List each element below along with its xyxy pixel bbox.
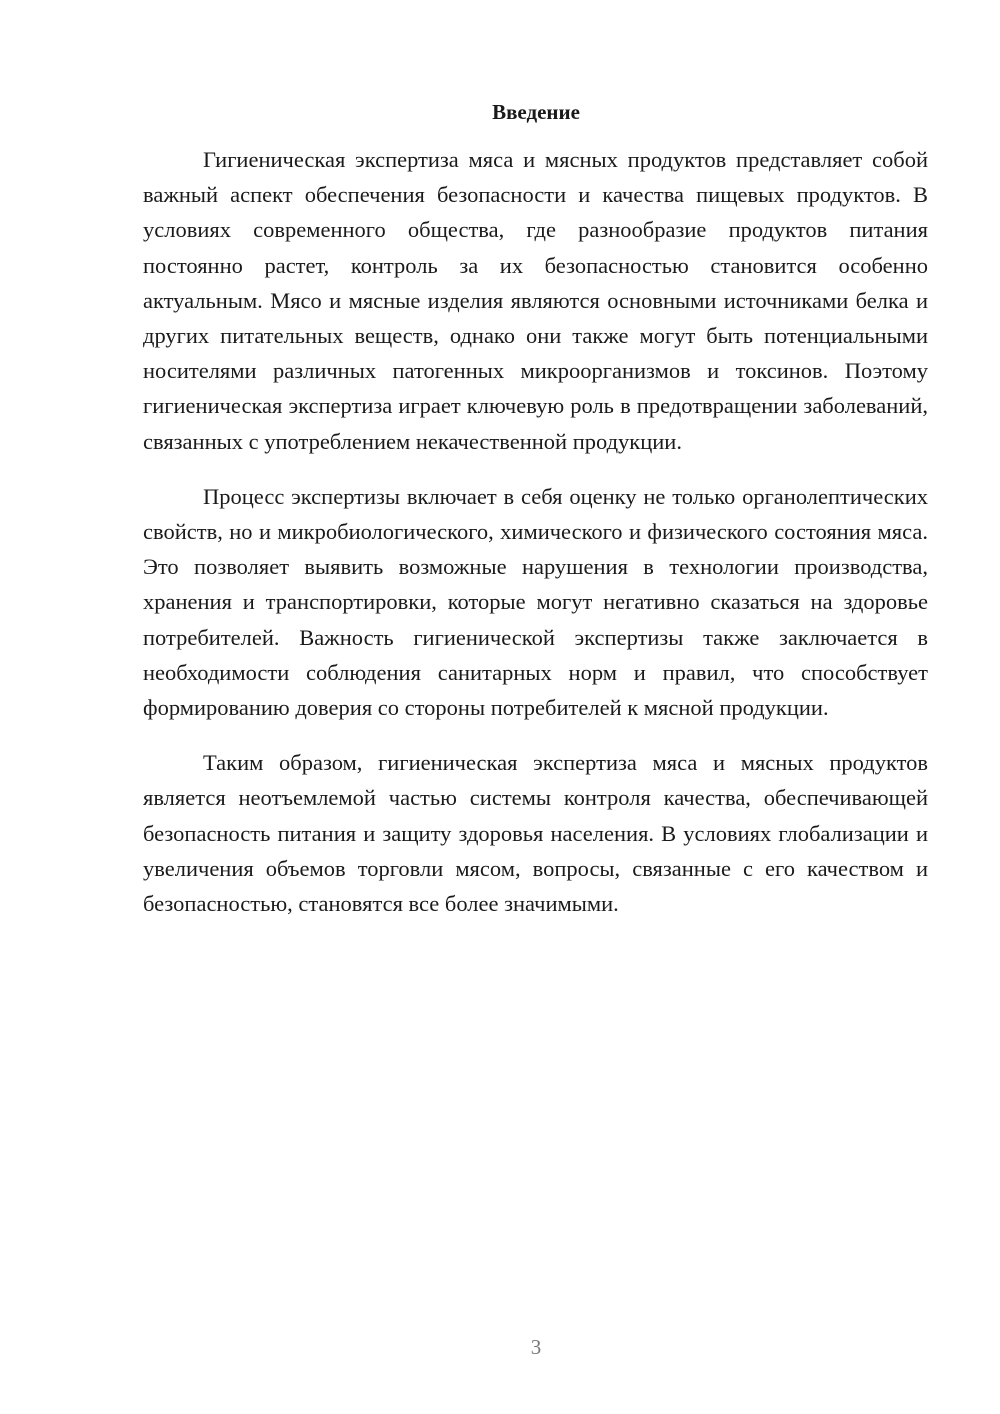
paragraph-2: Процесс экспертизы включает в себя оценку не только органолептических свойств, но и микробиологического, химического и физического состояния мяса. Это позволяет выявить возможные нарушения в технологии производства, хранения и транспортировки, которые могут негативно сказаться на здоровье потребителей. Важность гигиенической экспертизы также заключается в необходимости соблюдения санитарных норм и правил, что способствует формированию доверия со стороны потребителей к мясной продукции. <box>143 483 928 721</box>
paragraph-3: Таким образом, гигиеническая экспертиза мяса и мясных продуктов является неотъемлемой частью системы контроля качества, обеспечивающей безопасность питания и защиту здоровья населения. В условиях глобализации и увеличения объемов торговли мясом, вопросы, связанные с его качеством и безопасностью, становятся все более значимыми. <box>143 750 928 917</box>
section-heading: Введение <box>492 100 580 124</box>
page-number: 3 <box>530 1335 542 1359</box>
paragraph-1: Гигиеническая экспертиза мяса и мясных продуктов представляет собой важный аспект обеспечения безопасности и качества пищевых продуктов. В условиях современного общества, где разнообразие продуктов питания постоянно растет, контроль за их безопасностью становится особенно актуальным. Мясо и мясные изделия являются основными источниками белка и других питательных веществ, однако они также могут быть потенциальными носителями различных патогенных микроорганизмов и токсинов. Поэтому гигиеническая экспертиза играет ключевую роль в предотвращении заболеваний, связанных с употреблением некачественной продукции. <box>143 147 928 454</box>
body-text <box>143 142 928 941</box>
